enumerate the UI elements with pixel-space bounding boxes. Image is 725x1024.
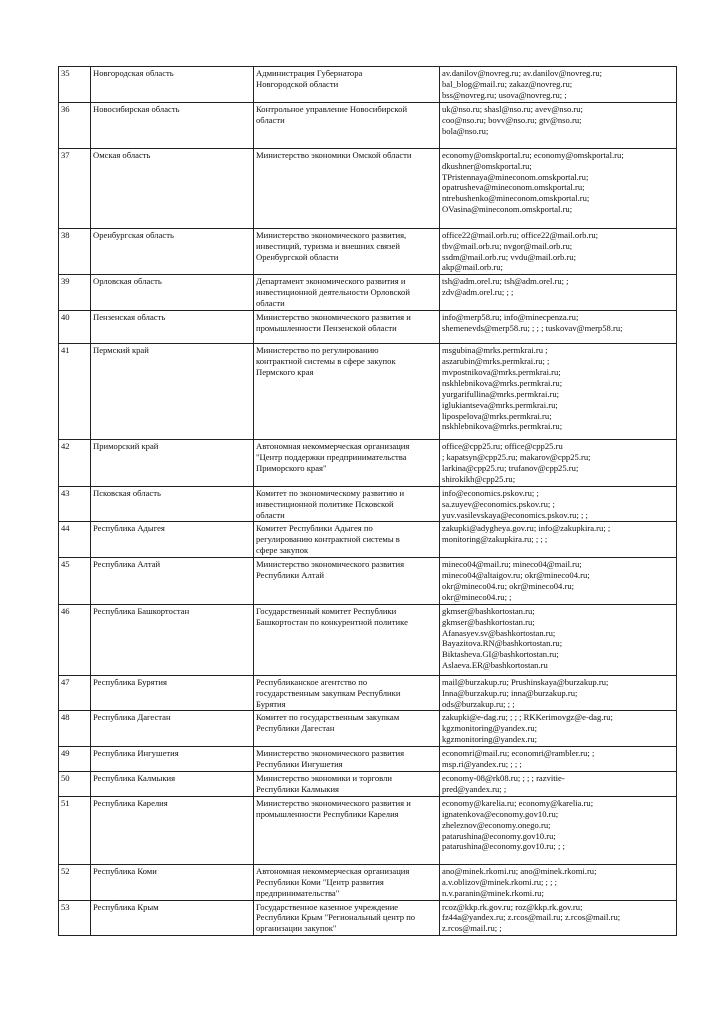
organization-name xyxy=(254,558,440,605)
table-row xyxy=(59,228,677,275)
table-row xyxy=(59,864,677,900)
email-line: msp.ri@yandex.ru; ; ; ; xyxy=(442,759,522,770)
region-name: Республика Коми xyxy=(91,864,254,900)
row-number: 42 xyxy=(59,440,91,487)
table-row xyxy=(59,67,677,103)
organization-name xyxy=(254,675,440,711)
table-row xyxy=(59,102,677,148)
organization-line: Комитет по государственным закупкам xyxy=(256,712,400,723)
table-row xyxy=(59,148,677,228)
organization-line: Новгородской области xyxy=(256,78,339,89)
email-line: zheleznov@economy.onego.ru; xyxy=(442,819,551,830)
region-name: Республика Адыгея xyxy=(91,522,254,558)
row-number: 53 xyxy=(59,900,91,936)
email-line: ssdm@mail.orb.ru; vvdu@mail.orb.ru; xyxy=(442,251,576,262)
organization-line: Департамент экономического развития и xyxy=(256,276,406,287)
organization-name xyxy=(254,522,440,558)
organization-line: области xyxy=(256,298,285,309)
email-line: zakupki@adygheya.gov.ru; info@zakupkira.ru; ; xyxy=(442,523,611,534)
email-line: fz44a@yandex.ru; z.rcos@mail.ru; z.rcos@mail.ru; xyxy=(442,912,621,923)
region-name: Новгородская область xyxy=(91,67,254,103)
email-line: Afanasyev.sv@bashkortostan.ru; xyxy=(442,627,556,638)
organization-line: Республиканское агентство по xyxy=(256,676,368,687)
row-number: 36 xyxy=(59,102,91,148)
email-list xyxy=(440,864,677,900)
table-body xyxy=(59,67,677,936)
organization-line: Комитет по экономическому развитию и xyxy=(256,487,405,498)
organization-name xyxy=(254,486,440,522)
organization-name xyxy=(254,711,440,747)
email-line: yuv.vasilevskaya@economics.pskov.ru; ; ; xyxy=(442,509,588,520)
table-row xyxy=(59,772,677,797)
email-line: aszarubin@mrks.permkrai.ru; ; xyxy=(442,355,550,366)
region-name: Республика Башкортостан xyxy=(91,604,254,675)
email-list xyxy=(440,486,677,522)
row-number: 50 xyxy=(59,772,91,797)
organization-line: Комитет Республики Адыгея по xyxy=(256,523,373,534)
email-line: ignatenkova@economy.gov10.ru; xyxy=(442,808,559,819)
email-line: z.rcos@mail.ru; ; xyxy=(442,923,502,934)
email-line: bola@nso.ru; xyxy=(442,125,489,136)
email-list xyxy=(440,711,677,747)
organization-name xyxy=(254,311,440,344)
organization-line: государственным закупкам Республики xyxy=(256,687,401,698)
row-number: 39 xyxy=(59,275,91,311)
email-line: TPristennaya@mineconom.omskportal.ru; xyxy=(442,171,589,182)
email-list xyxy=(440,275,677,311)
email-line: ano@minek.rkomi.ru; ano@minek.rkomi.ru; xyxy=(442,865,597,876)
organization-line: Государственное казенное учреждение xyxy=(256,901,399,912)
organization-line: промышленности Республики Карелия xyxy=(256,808,399,819)
email-line: economy-08@rk08.ru; ; ; ; razvitie- xyxy=(442,773,565,783)
organization-line: контрактной системы в сфере закупок xyxy=(256,355,396,366)
email-line: zakupki@e-dag.ru; ; ; ; RKKerimovgz@e-dag.ru; xyxy=(442,712,613,723)
email-list xyxy=(440,228,677,275)
email-line: dkushner@omskportal.ru; xyxy=(442,160,532,171)
email-list xyxy=(440,900,677,936)
organization-line: Министерство экономического развития и xyxy=(256,797,411,808)
email-line: bss@novreg.ru; usova@novreg.ru; ; xyxy=(442,89,567,100)
organization-name xyxy=(254,900,440,936)
email-line: shemenevds@merp58.ru; ; ; ; tuskovav@merp58.ru; xyxy=(442,322,623,333)
email-list xyxy=(440,675,677,711)
organization-name xyxy=(254,796,440,864)
region-name: Республика Дагестан xyxy=(91,711,254,747)
email-line: Biktasheva.GI@bashkortostan.ru; xyxy=(442,649,559,660)
email-line: iglukiantseva@mrks.permkrai.ru; xyxy=(442,399,558,410)
organization-line: Контрольное управление Новосибирской xyxy=(256,103,408,114)
region-name: Республика Алтай xyxy=(91,558,254,605)
email-line: nskhlebnikova@mrks.permkrai.ru; xyxy=(442,377,563,388)
email-line: kgzmonitoring@yandex.ru; xyxy=(442,734,538,745)
region-name: Псковская область xyxy=(91,486,254,522)
row-number: 35 xyxy=(59,67,91,103)
email-line: kgzmonitoring@yandex.ru; xyxy=(442,723,538,734)
organization-name xyxy=(254,344,440,440)
table-row xyxy=(59,711,677,747)
table-row xyxy=(59,522,677,558)
organization-line: Министерство экономики и торговли xyxy=(256,773,392,783)
email-list xyxy=(440,796,677,864)
organization-line: промышленности Пензенской области xyxy=(256,322,397,333)
email-line: nskhlebnikova@mrks.permkrai.ru; xyxy=(442,421,563,432)
email-line: shirokikh@cpp25.ru; xyxy=(442,473,516,484)
email-list xyxy=(440,747,677,772)
organization-line: Башкортостан по конкурентной политике xyxy=(256,616,408,627)
organization-name xyxy=(254,772,440,797)
email-line: opatrusheva@mineconom.omskportal.ru; xyxy=(442,182,585,193)
organization-name xyxy=(254,747,440,772)
email-list xyxy=(440,604,677,675)
email-list xyxy=(440,558,677,605)
organization-line: организации закупок" xyxy=(256,923,337,934)
table-row xyxy=(59,604,677,675)
email-line: uk@nso.ru; shasl@nso.ru; avev@nso.ru; xyxy=(442,103,583,114)
email-line: mineco04@mail.ru; mineco04@mail.ru; xyxy=(442,559,582,570)
organization-line: сфере закупок xyxy=(256,545,309,556)
email-line: okr@mineco04.ru; okr@mineco04.ru; xyxy=(442,580,575,591)
region-name: Республика Крым xyxy=(91,900,254,936)
email-line: mineco04@altaigov.ru; okr@mineco04.ru; xyxy=(442,570,590,581)
email-line: bal_blog@mail.ru; zakaz@novreg.ru; xyxy=(442,78,573,89)
email-line: OVasina@mineconom.omskportal.ru; xyxy=(442,204,573,215)
organization-line: регулированию контрактной системы в xyxy=(256,534,400,545)
organization-line: Приморского края" xyxy=(256,462,327,473)
organization-line: Оренбургской области xyxy=(256,251,339,262)
regions-table xyxy=(58,66,677,936)
email-line: lipospelova@mrks.permkrai.ru; xyxy=(442,410,552,421)
organization-line: Министерство экономики Омской области xyxy=(256,149,412,160)
email-line: av.danilov@novreg.ru; av.danilov@novreg.ru; xyxy=(442,68,603,78)
email-list xyxy=(440,522,677,558)
region-name: Приморский край xyxy=(91,440,254,487)
organization-line: Министерство по регулированию xyxy=(256,345,379,356)
row-number: 40 xyxy=(59,311,91,344)
organization-line: инвестиционной деятельности Орловской xyxy=(256,287,410,298)
table-row xyxy=(59,796,677,864)
email-line: Inna@burzakup.ru; inna@burzakup.ru; xyxy=(442,687,578,698)
table-row xyxy=(59,311,677,344)
row-number: 41 xyxy=(59,344,91,440)
email-line: rcoz@kkp.rk.gov.ru; roz@kkp.rk.gov.ru; xyxy=(442,901,583,912)
table-row xyxy=(59,675,677,711)
organization-line: области xyxy=(256,114,285,125)
email-line: mvpostnikova@mrks.permkrai.ru; xyxy=(442,366,561,377)
organization-line: инвестиционной политике Псковской xyxy=(256,498,394,509)
organization-line: Бурятия xyxy=(256,698,286,709)
table-row xyxy=(59,275,677,311)
email-line: gkmser@bashkortostan.ru; xyxy=(442,605,535,616)
organization-line: "Центр поддержки предпринимательства xyxy=(256,451,407,462)
row-number: 46 xyxy=(59,604,91,675)
email-line: tbv@mail.orb.ru; nvgor@mail.orb.ru; xyxy=(442,240,573,251)
email-line: info@merp58.ru; info@minecpenza.ru; xyxy=(442,312,579,323)
organization-line: области xyxy=(256,509,285,520)
table-row xyxy=(59,344,677,440)
row-number: 38 xyxy=(59,228,91,275)
email-line: ntrebushenko@mineconom.omskportal.ru; xyxy=(442,193,590,204)
row-number: 45 xyxy=(59,558,91,605)
row-number: 43 xyxy=(59,486,91,522)
region-name: Республика Калмыкия xyxy=(91,772,254,797)
email-list xyxy=(440,344,677,440)
row-number: 47 xyxy=(59,675,91,711)
email-list xyxy=(440,102,677,148)
organization-line: предпринимательства" xyxy=(256,887,340,898)
organization-line: Республики Дагестан xyxy=(256,723,335,734)
organization-line: Министерство экономического развития и xyxy=(256,312,411,323)
email-line: coo@nso.ru; bovv@nso.ru; gtv@nso.ru; xyxy=(442,114,582,125)
organization-line: Республики Крым "Региональный центр по xyxy=(256,912,416,923)
region-name: Оренбургская область xyxy=(91,228,254,275)
organization-name xyxy=(254,67,440,103)
organization-line: Администрация Губернатора xyxy=(256,68,363,78)
email-list xyxy=(440,148,677,228)
email-line: tsh@adm.orel.ru; tsh@adm.orel.ru; ; xyxy=(442,276,569,287)
table-row xyxy=(59,558,677,605)
organization-line: Министерство экономического развития, xyxy=(256,229,407,240)
email-line: patarushina@economy.gov10.ru; ; ; xyxy=(442,841,565,852)
organization-name xyxy=(254,864,440,900)
email-list xyxy=(440,67,677,103)
organization-line: Автономная некоммерческая организация xyxy=(256,865,410,876)
email-line: n.v.paranin@minek.rkomi.ru; xyxy=(442,887,544,898)
row-number: 44 xyxy=(59,522,91,558)
organization-line: Министерство экономического развития xyxy=(256,559,405,570)
region-name: Республика Карелия xyxy=(91,796,254,864)
email-line: info@economics.pskov.ru; ; xyxy=(442,487,539,498)
row-number: 48 xyxy=(59,711,91,747)
organization-name xyxy=(254,148,440,228)
email-line: patarushina@economy.gov10.ru; xyxy=(442,830,556,841)
email-list xyxy=(440,440,677,487)
table-row xyxy=(59,747,677,772)
row-number: 49 xyxy=(59,747,91,772)
email-line: economy@omskportal.ru; economy@omskportal.ru; xyxy=(442,149,624,160)
organization-name xyxy=(254,275,440,311)
email-line: msgubina@mrks.permkrai.ru ; xyxy=(442,345,548,356)
email-line: zdv@adm.orel.ru; ; ; xyxy=(442,287,514,298)
email-line: office@cpp25.ru; office@cpp25.ru xyxy=(442,441,563,452)
email-list xyxy=(440,311,677,344)
table-row xyxy=(59,486,677,522)
email-line: ods@burzakup.ru; ; ; xyxy=(442,698,515,709)
email-line: sa.zuyev@economics.pskov.ru; ; xyxy=(442,498,555,509)
organization-line: Пермского края xyxy=(256,366,314,377)
email-list xyxy=(440,772,677,797)
email-line: Aslaeva.ER@bashkortostan.ru xyxy=(442,660,548,671)
email-line: ; kapatsyn@cpp25.ru; makarov@cpp25.ru; xyxy=(442,451,591,462)
region-name: Омская область xyxy=(91,148,254,228)
organization-name xyxy=(254,102,440,148)
organization-line: Государственный комитет Республики xyxy=(256,605,397,616)
email-line: pred@yandex.ru; ; xyxy=(442,783,507,794)
email-line: office22@mail.orb.ru; office22@mail.orb.ru; xyxy=(442,229,599,240)
organization-line: Республики Коми "Центр развития xyxy=(256,876,384,887)
email-line: mail@burzakup.ru; Prushinskaya@burzakup.ru; xyxy=(442,676,609,687)
region-name: Пермский край xyxy=(91,344,254,440)
email-line: a.v.oblizov@minek.rkomi.ru; ; ; ; xyxy=(442,876,557,887)
region-name: Республика Бурятия xyxy=(91,675,254,711)
region-name: Новосибирская область xyxy=(91,102,254,148)
organization-name xyxy=(254,228,440,275)
organization-name xyxy=(254,440,440,487)
email-line: akp@mail.orb.ru; xyxy=(442,262,503,273)
email-line: monitoring@zakupkira.ru; ; ; ; xyxy=(442,534,548,545)
table-row xyxy=(59,900,677,936)
row-number: 37 xyxy=(59,148,91,228)
organization-line: Республики Калмыкия xyxy=(256,783,339,794)
email-line: yurgarifullina@mrks.permkrai.ru; xyxy=(442,388,560,399)
region-name: Республика Ингушетия xyxy=(91,747,254,772)
row-number: 51 xyxy=(59,796,91,864)
organization-line: инвестиций, туризма и внешних связей xyxy=(256,240,400,251)
organization-line: Министерство экономического развития xyxy=(256,748,405,759)
organization-line: Республики Алтай xyxy=(256,570,325,581)
email-line: larkina@cpp25.ru; trufanov@cpp25.ru; xyxy=(442,462,579,473)
email-line: gkmser@bashkortostan.ru; xyxy=(442,616,535,627)
email-line: okr@mineco04.ru; ; xyxy=(442,591,512,602)
table-row xyxy=(59,440,677,487)
row-number: 52 xyxy=(59,864,91,900)
email-line: Bayazitova.RN@bashkortostan.ru; xyxy=(442,638,563,649)
organization-line: Республики Ингушетия xyxy=(256,759,343,770)
organization-line: Автономная некоммерческая организация xyxy=(256,441,410,452)
region-name: Орловская область xyxy=(91,275,254,311)
organization-name xyxy=(254,604,440,675)
email-line: economri@mail.ru; economri@rambler.ru; ; xyxy=(442,748,595,759)
email-line: economy@karelia.ru; economy@karelia.ru; xyxy=(442,797,594,808)
region-name: Пензенская область xyxy=(91,311,254,344)
